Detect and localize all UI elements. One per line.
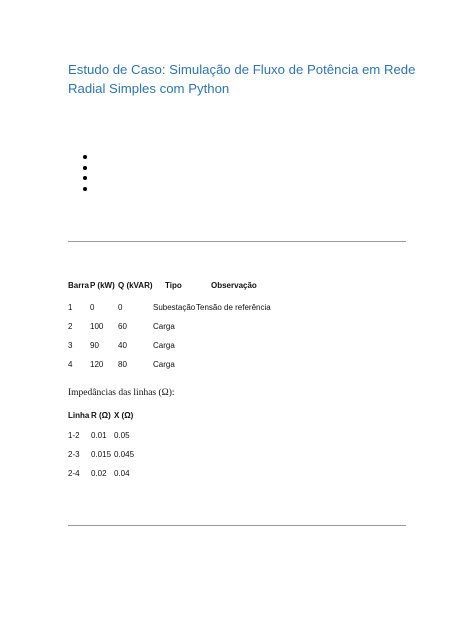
- table-cell: 4: [68, 360, 73, 369]
- bullet-marker: [83, 166, 87, 170]
- table-cell: 90: [90, 341, 99, 350]
- table-cell: 3: [68, 341, 73, 350]
- table-cell: Carga: [153, 341, 175, 350]
- table-cell: Tensão de referência: [196, 303, 271, 312]
- table-cell: 0.04: [114, 469, 130, 478]
- column-header-tipo: Tipo: [165, 281, 182, 290]
- table-cell: Subestação: [153, 303, 196, 312]
- column-header-observacao: Observação: [211, 281, 257, 290]
- column-header-p: P (kW): [90, 281, 115, 290]
- table-cell: Carga: [153, 322, 175, 331]
- bullet-marker: [83, 176, 87, 180]
- table-cell: 0.02: [91, 469, 107, 478]
- table-cell: 2-4: [68, 469, 80, 478]
- horizontal-divider: [68, 525, 406, 526]
- table-cell: 120: [90, 360, 104, 369]
- impedance-table: [68, 411, 188, 481]
- table-cell: 80: [118, 360, 127, 369]
- table-cell: 0: [90, 303, 95, 312]
- empty-bullet-list: [68, 150, 168, 195]
- table-cell: 2-3: [68, 450, 80, 459]
- table-cell: Carga: [153, 360, 175, 369]
- column-header-barra: Barra: [68, 281, 89, 290]
- table-cell: 0.01: [91, 431, 107, 440]
- bullet-marker: [83, 155, 87, 159]
- column-header-q: Q (kVAR): [118, 281, 153, 290]
- table-cell: 0.015: [91, 450, 112, 459]
- document-title: Estudo de Caso: Simulação de Fluxo de Potência em Rede Radial Simples com Python: [68, 62, 416, 96]
- bullet-marker: [83, 187, 87, 191]
- table-cell: 0: [118, 303, 123, 312]
- column-header-r: R (Ω): [91, 411, 111, 420]
- horizontal-divider: [68, 241, 406, 242]
- column-header-x: X (Ω): [114, 411, 134, 420]
- bus-table: [68, 281, 368, 381]
- table-cell: 1-2: [68, 431, 80, 440]
- table-cell: 0.045: [114, 450, 135, 459]
- table-cell: 0.05: [114, 431, 130, 440]
- table-cell: 40: [118, 341, 127, 350]
- table-cell: 1: [68, 303, 73, 312]
- column-header-linha: Linha: [68, 411, 90, 420]
- table-cell: 100: [90, 322, 104, 331]
- impedance-heading: Impedâncias das linhas (Ω):: [68, 388, 175, 398]
- table-cell: 60: [118, 322, 127, 331]
- table-cell: 2: [68, 322, 73, 331]
